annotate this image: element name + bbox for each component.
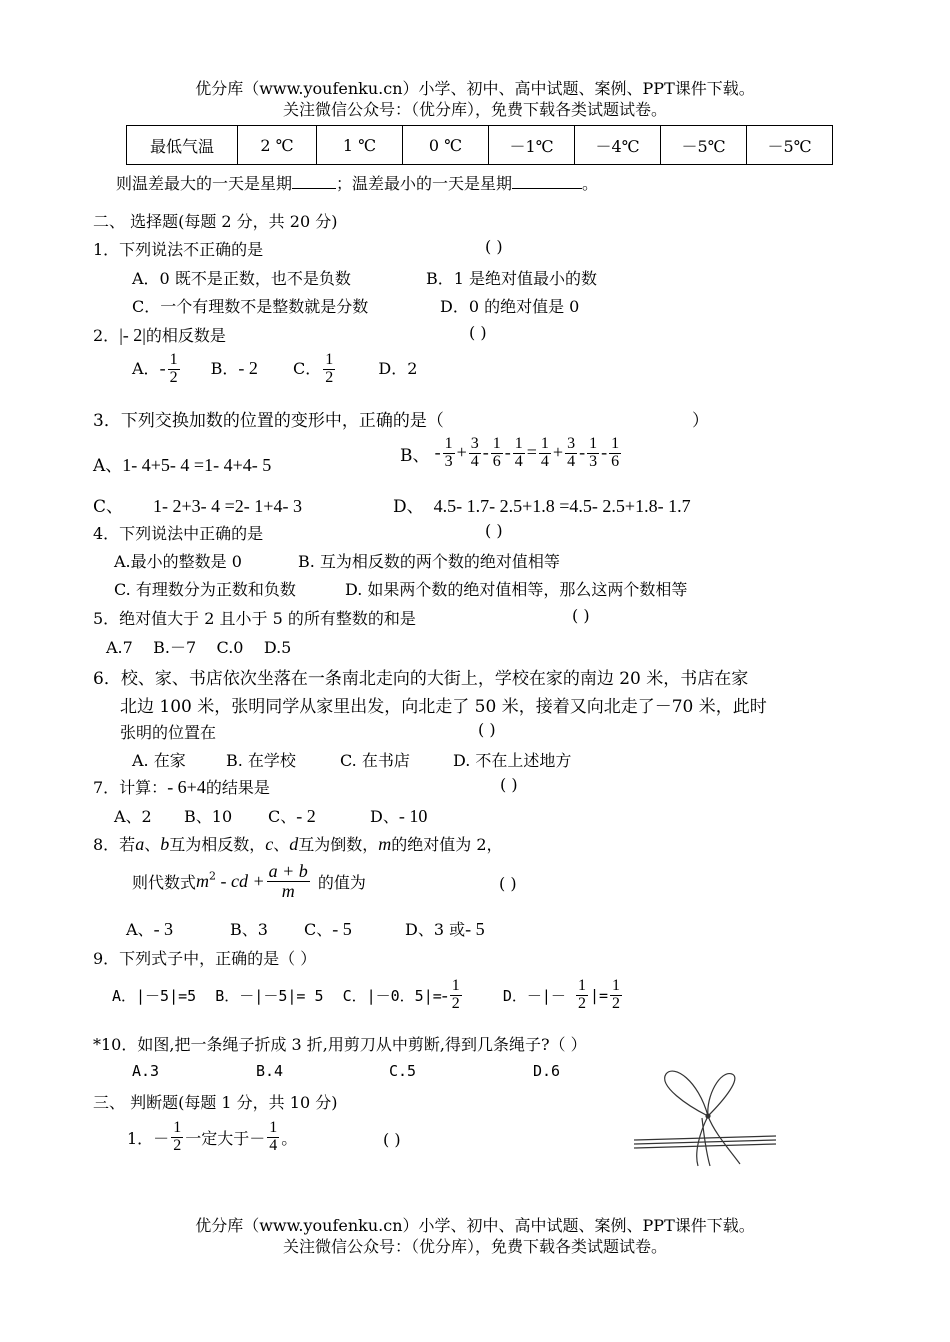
answer-paren[interactable]: ( ): [469, 323, 487, 342]
temp-question: [116, 171, 598, 194]
q9-option-d: D．－|－: [502, 986, 566, 1005]
q10-option-d: D.6: [533, 1062, 561, 1080]
q2-options: [132, 352, 417, 387]
q3-option-a-expr: 1- 4+5- 4 =1- 4+4- 5: [122, 455, 272, 475]
q9-option-b: B．－|－5|= 5: [215, 986, 324, 1005]
q3-option-c: [93, 492, 302, 517]
fraction: $\frac{1}{3}$: [444, 435, 453, 470]
temperature-table: [126, 125, 833, 165]
footer-line-1: 优分库（www.youfenku.cn）小学、初中、高中试题、案例、PPT课件下载。: [195, 1216, 755, 1235]
q3-stem: 3．下列交换加数的位置的变形中，正确的是（: [93, 411, 444, 431]
q8-option-a: A、- 3: [126, 919, 174, 939]
q10-option-a: A.3: [132, 1062, 160, 1080]
q6-option-d: D. 不在上述地方: [453, 751, 572, 770]
table-cell: 0 ℃: [403, 126, 489, 165]
fraction: $\frac{1}{2}$: [169, 351, 178, 386]
q8-option-c: C、- 5: [304, 919, 352, 939]
q5-options: A.7 B.－7 C.0 D.5: [106, 638, 292, 657]
q3-option-b-label: B、: [400, 445, 430, 466]
answer-paren[interactable]: ( ): [499, 874, 517, 893]
answer-paren[interactable]: ( ): [500, 775, 518, 794]
q2-option-d: D．2: [378, 358, 418, 378]
q3-option-a: [93, 451, 271, 476]
table-cell: －4℃: [575, 126, 661, 165]
q2-option-a-label: A．: [132, 358, 160, 378]
answer-blank[interactable]: [292, 188, 336, 189]
answer-paren[interactable]: ( ): [383, 1130, 401, 1149]
q3-option-a-label: A、: [93, 456, 123, 476]
q5-stem: 5．绝对值大于 2 且小于 5 的所有整数的和是: [93, 609, 416, 628]
q7-option-a: A、2: [114, 807, 152, 826]
q2-stem-text: 的相反数是: [145, 326, 226, 345]
q10-option-b: B.4: [256, 1062, 284, 1080]
q6-option-b: B. 在学校: [226, 751, 296, 770]
q2-option-a-sign: -: [159, 357, 166, 378]
section-title: 二、 选择题(每题 2 分，共 20 分): [93, 212, 338, 231]
temp-question-text: ；温差最小的一天是星期: [336, 174, 513, 193]
answer-paren[interactable]: ( ): [485, 237, 503, 256]
fraction: $\frac{1}{2}$: [612, 977, 620, 1012]
q7-expr: - 6+4: [167, 777, 206, 797]
header-line-1: 优分库（www.youfenku.cn）小学、初中、高中试题、案例、PPT课件下载。: [195, 79, 755, 98]
fraction: $\frac{3}{4}$: [567, 435, 576, 470]
q6-line-3: 张明的位置在: [120, 723, 217, 742]
temp-question-text: 则温差最大的一天是星期: [116, 174, 293, 193]
q9-stem: 9．下列式子中，正确的是（ ）: [93, 949, 317, 968]
fraction: $\frac{1}{2}$: [173, 1119, 182, 1154]
q4-option-b: B. 互为相反数的两个数的绝对值相等: [298, 552, 560, 571]
q2-option-b-label: B．: [210, 358, 239, 378]
q2-abs-expr: |- 2|: [119, 325, 146, 345]
q1-option-a: A．0 既不是正数，也不是负数: [132, 269, 351, 288]
q9-options: A．|－5|=5 B．－|－5|= 5 C．|－0．5|=- $\frac{1}{2}$ D．－|－ $\frac{1}{2}$ |= $\frac{1}{2}$: [112, 977, 620, 1012]
fraction: $\frac{1}{2}$: [325, 351, 334, 386]
q3-option-d-label: D、: [393, 497, 424, 517]
table-row: [127, 126, 833, 165]
q3-option-d-expr: 4.5- 1.7- 2.5+1.8 =4.5- 2.5+1.8- 1.7: [433, 496, 691, 516]
footer-line-2: 关注微信公众号：（优分库），免费下载各类试题试卷。: [282, 1237, 667, 1256]
q8-option-d: D、3 或- 5: [405, 919, 485, 939]
q3-option-c-expr: 1- 2+3- 4 =2- 1+4- 3: [153, 496, 302, 516]
q8-option-b: B、3: [230, 920, 268, 939]
fraction: $\frac{a + b}{m}$: [268, 861, 308, 901]
q1-stem: 1．下列说法不正确的是: [93, 240, 264, 259]
q7-option-b: B、10: [184, 807, 233, 826]
q3-close-paren[interactable]: ）: [692, 411, 709, 431]
q8-expression-line: 则代数式$m^2$ - cd + $\frac{a + b}{m}$ 的值为: [132, 861, 366, 901]
q7-stem-text: 的结果是: [205, 778, 270, 797]
table-cell: －5℃: [661, 126, 747, 165]
q6-line-1: 6．校、家、书店依次坐落在一条南北走向的大街上，学校在家的南边 20 米，书店在家: [93, 669, 749, 689]
table-label-cell: 最低气温: [127, 126, 238, 165]
fraction: $\frac{1}{6}$: [611, 435, 620, 470]
q3-option-d: [393, 492, 691, 517]
q2-option-c-label: C．: [293, 358, 322, 378]
q7-stem-text: 7．计算：: [93, 778, 168, 797]
fraction: $\frac{1}{4}$: [514, 435, 523, 470]
q6-line-2: 北边 100 米，张明同学从家里出发，向北走了 50 米，接着又向北走了－70 米，此时: [120, 697, 767, 717]
fraction: $\frac{1}{6}$: [492, 435, 501, 470]
q4-option-d: D. 如果两个数的绝对值相等，那么这两个数相等: [345, 580, 688, 599]
q1-option-b: B．1 是绝对值最小的数: [426, 269, 598, 288]
fraction: $\frac{3}{4}$: [470, 435, 479, 470]
scissors-rope-icon: [628, 1066, 778, 1172]
answer-paren[interactable]: ( ): [485, 521, 503, 540]
q8-stem: 8．若a、b互为相反数，c、d互为倒数，m的绝对值为 2，: [93, 834, 503, 854]
temp-question-text: 。: [582, 174, 599, 193]
q2-number: 2．: [93, 326, 120, 345]
q7-option-c: C、- 2: [268, 806, 316, 826]
fraction: $\frac{1}{4}$: [269, 1119, 278, 1154]
q6-option-a: A. 在家: [132, 751, 186, 770]
answer-paren[interactable]: ( ): [572, 606, 590, 625]
fraction: $\frac{1}{2}$: [577, 977, 586, 1012]
section-title: 三、 判断题(每题 1 分，共 10 分): [93, 1093, 338, 1112]
q10-stem: *10．如图,把一条绳子折成 3 折,用剪刀从中剪断,得到几条绳子?（ ）: [93, 1035, 587, 1054]
answer-paren[interactable]: ( ): [478, 720, 496, 739]
q2-option-b-value: - 2: [238, 357, 258, 378]
fraction: $\frac{1}{2}$: [451, 977, 460, 1012]
fraction: $\frac{1}{4}$: [540, 435, 549, 470]
table-cell: 1 ℃: [317, 126, 403, 165]
q7-option-d: D、- 10: [370, 806, 428, 826]
q3-option-c-label: C、: [93, 497, 124, 517]
q4-option-a: A.最小的整数是 0: [114, 552, 242, 571]
q6-option-c: C. 在书店: [340, 751, 410, 770]
table-cell: 2 ℃: [238, 126, 317, 165]
q3-option-b: B、 - $\frac{1}{3}$ + $\frac{3}{4}$ - $\frac{1}{6}$ - $\frac{1}{4}$ = $\frac{1}{4}$ + $\frac{3}{4}$ - $\frac{1}{3}$ - $\frac{1}{6}$: [400, 435, 620, 470]
q4-option-c: C. 有理数分为正数和负数: [114, 580, 296, 599]
header-line-2: 关注微信公众号：（优分库），免费下载各类试题试卷。: [282, 100, 667, 119]
fraction: $\frac{1}{3}$: [589, 435, 598, 470]
q1-option-d: D．0 的绝对值是 0: [440, 297, 580, 316]
q2-stem: [93, 323, 226, 346]
q9-option-c: C．|－0．5|=: [342, 986, 442, 1005]
j1-statement: 1．－ $\frac{1}{2}$ 一定大于－ $\frac{1}{4}$ 。: [127, 1119, 298, 1154]
q7-stem: [93, 775, 270, 798]
answer-blank[interactable]: [512, 188, 582, 189]
q1-option-c: C．一个有理数不是整数就是分数: [132, 297, 369, 316]
table-cell: －1℃: [489, 126, 575, 165]
table-cell: －5℃: [747, 126, 833, 165]
q4-stem: 4．下列说法中正确的是: [93, 524, 264, 543]
q10-option-c: C.5: [389, 1062, 417, 1080]
q9-option-a: A．|－5|=5: [112, 986, 197, 1005]
